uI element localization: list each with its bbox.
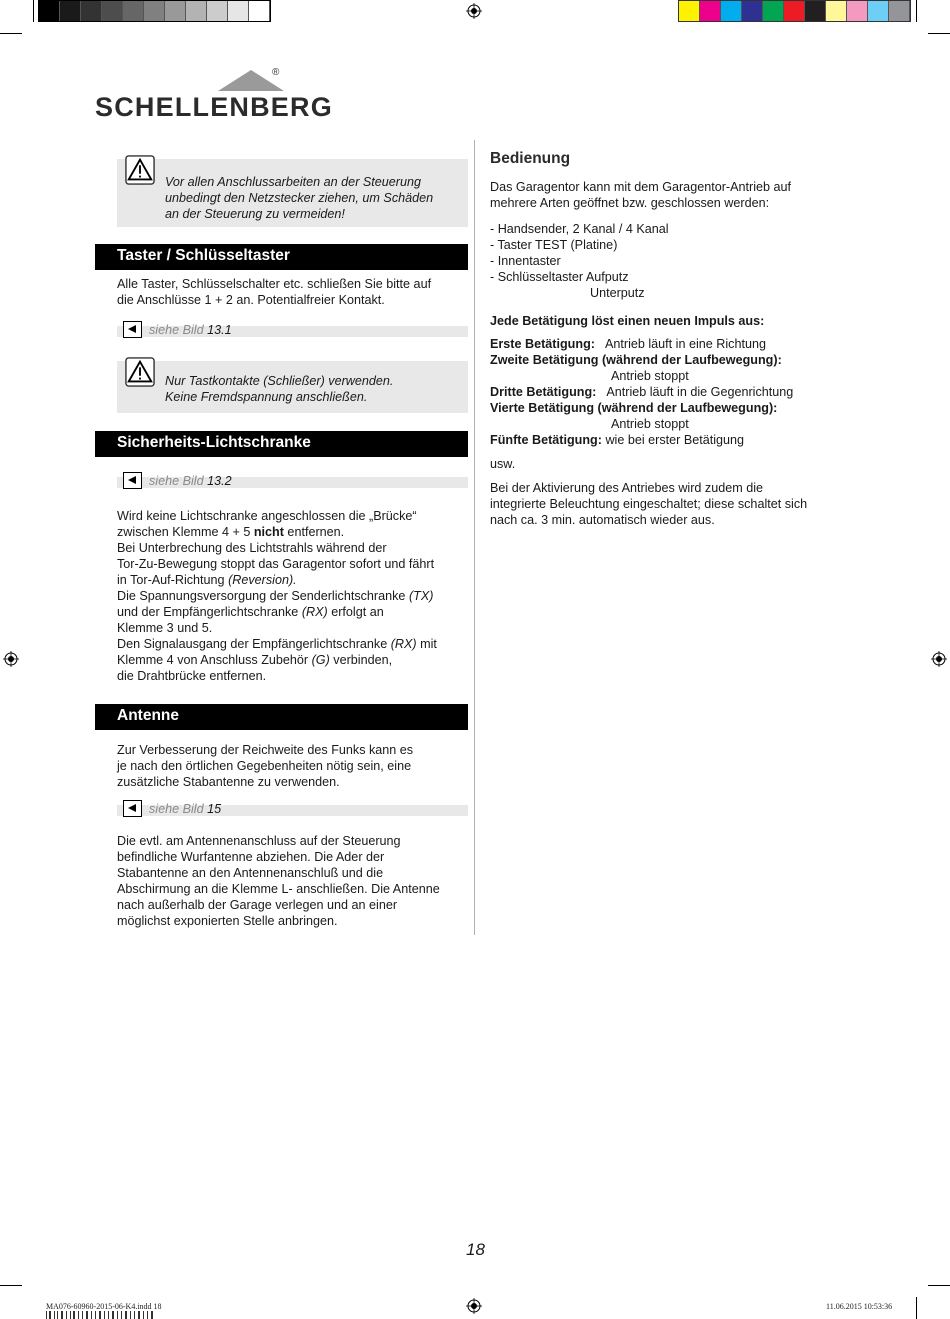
- body-line: und der Empfängerlichtschranke (RX) erfolgt an: [117, 605, 384, 619]
- body-line: Tor-Zu-Bewegung stoppt das Garagentor sofort und fährt: [117, 557, 435, 571]
- step-line: Vierte Betätigung (während der Laufbewegung):: [490, 401, 778, 415]
- crop-mark: [928, 1285, 950, 1286]
- color-patch: [721, 1, 742, 21]
- step-line: Zweite Betätigung (während der Laufbewegung):: [490, 353, 782, 367]
- body-line: Bei Unterbrechung des Lichtstrahls während der: [117, 541, 387, 555]
- registration-target-icon: [931, 651, 947, 667]
- list-item: Unterputz: [590, 286, 645, 300]
- registration-target-icon: [3, 651, 19, 667]
- column-divider: [474, 140, 475, 935]
- ref-number: 15: [207, 802, 222, 816]
- body-line: möglichst exponierten Stelle anbringen.: [117, 914, 338, 928]
- impulse-note: Jede Betätigung löst einen neuen Impuls aus:: [490, 314, 765, 328]
- color-patch: [805, 1, 826, 21]
- list-item: - Schlüsseltaster Aufputz: [490, 270, 629, 284]
- ref-number: 13.2: [207, 474, 232, 488]
- crop-mark: [33, 0, 34, 22]
- body-line: Wird keine Lichtschranke angeschlossen die „Brücke“: [117, 509, 417, 523]
- body-line: integrierte Beleuchtung eingeschaltet; diese schaltet sich: [490, 497, 808, 511]
- section-heading-lichtschranke: Sicherheits-Lichtschranke: [95, 431, 468, 457]
- registration-target-icon: [466, 3, 482, 19]
- section-heading-bedienung: Bedienung: [490, 150, 571, 167]
- section-heading-antenne: Antenne: [95, 704, 468, 730]
- body-line: Die evtl. am Antennenanschluss auf der Steuerung: [117, 834, 401, 848]
- arrow-left-icon: [123, 472, 142, 489]
- step-line: Antrieb stoppt: [611, 369, 689, 383]
- gray-patch: [186, 1, 207, 21]
- gray-patch: [228, 1, 249, 21]
- warning-line: unbedingt den Netzstecker ziehen, um Schäden: [165, 191, 434, 205]
- footer-datetime: 11.06.2015 10:53:36: [826, 1302, 893, 1311]
- gray-patch: [144, 1, 165, 21]
- body-line: nach ca. 3 min. automatisch wieder aus.: [490, 513, 715, 527]
- warning-line: an der Steuerung zu vermeiden!: [165, 207, 345, 221]
- list-item: - Handsender, 2 Kanal / 4 Kanal: [490, 222, 669, 236]
- body-line: nach außerhalb der Garage verlegen und an einer: [117, 898, 398, 912]
- ref-prefix: siehe Bild: [149, 474, 204, 488]
- registered-mark: ®: [272, 67, 280, 78]
- color-patch: [868, 1, 889, 21]
- page-number: 18: [466, 1240, 485, 1259]
- color-patch: [763, 1, 784, 21]
- body-line: Abschirmung an die Klemme L- anschließen. Die Antenne: [117, 882, 440, 896]
- step-line: Erste Betätigung: Antrieb läuft in eine Richtung: [490, 337, 766, 351]
- color-patch: [679, 1, 700, 21]
- brand-logo-text: SCHELLENBERG: [95, 92, 333, 122]
- gray-patch: [81, 1, 102, 21]
- warning-line: Nur Tastkontakte (Schließer) verwenden.: [165, 374, 394, 388]
- color-patch: [700, 1, 721, 21]
- barcode-icon: [46, 1311, 154, 1319]
- crop-mark: [0, 33, 22, 34]
- warning-box: [117, 159, 468, 227]
- body-line: die Drahtbrücke entfernen.: [117, 669, 267, 683]
- crop-mark: [916, 0, 917, 22]
- section-heading-taster: Taster / Schlüsseltaster: [95, 244, 468, 270]
- ref-prefix: siehe Bild: [149, 323, 204, 337]
- warning-line: Keine Fremdspannung anschließen.: [165, 390, 368, 404]
- arrow-left-icon: [123, 321, 142, 338]
- ref-prefix: siehe Bild: [149, 802, 204, 816]
- color-patch: [889, 1, 910, 21]
- body-line: die Anschlüsse 1 + 2 an. Potentialfreier Kontakt.: [117, 293, 385, 307]
- warning-line: Vor allen Anschlussarbeiten an der Steuerung: [165, 175, 422, 189]
- body-line: zusätzliche Stabantenne zu verwenden.: [117, 775, 340, 789]
- body-line: Den Signalausgang der Empfängerlichtschranke (RX) mit: [117, 637, 437, 651]
- gray-patch: [39, 1, 60, 21]
- body-line: Zur Verbesserung der Reichweite des Funks kann es: [117, 743, 414, 757]
- list-item: - Innentaster: [490, 254, 561, 268]
- body-line: Die Spannungsversorgung der Senderlichtschranke (TX): [117, 589, 434, 603]
- step-line: Antrieb stoppt: [611, 417, 689, 431]
- gray-patch: [249, 1, 270, 21]
- gray-patch: [102, 1, 123, 21]
- registration-target-icon: [466, 1298, 482, 1314]
- body-line: Stabantenne an den Antennenanschluß und die: [117, 866, 384, 880]
- crop-mark: [0, 1285, 22, 1286]
- ref-number: 13.1: [207, 323, 232, 337]
- body-line: usw.: [490, 457, 516, 471]
- color-patch: [742, 1, 763, 21]
- body-line: Klemme 4 von Anschluss Zubehör (G) verbinden,: [117, 653, 393, 667]
- body-line: zwischen Klemme 4 + 5 nicht entfernen.: [117, 525, 345, 539]
- color-calibration-strip: [678, 0, 911, 22]
- figure-reference: [117, 802, 468, 816]
- body-line: in Tor-Auf-Richtung (Reversion).: [117, 573, 297, 587]
- body-line: mehrere Arten geöffnet bzw. geschlossen werden:: [490, 196, 770, 210]
- body-line: Das Garagentor kann mit dem Garagentor-Antrieb auf: [490, 180, 792, 194]
- color-patch: [826, 1, 847, 21]
- step-line: Fünfte Betätigung: wie bei erster Betätigung: [490, 433, 745, 447]
- warning-triangle-icon: [124, 155, 156, 185]
- gray-calibration-strip: [38, 0, 271, 22]
- body-line: Klemme 3 und 5.: [117, 621, 213, 635]
- arrow-left-icon: [123, 800, 142, 817]
- body-line: je nach den örtlichen Gegebenheiten nötig sein, eine: [117, 759, 412, 773]
- color-patch: [847, 1, 868, 21]
- step-line: Dritte Betätigung: Antrieb läuft in die Gegenrichtung: [490, 385, 794, 399]
- body-line: befindliche Wurfantenne abziehen. Die Ader der: [117, 850, 385, 864]
- crop-mark: [928, 33, 950, 34]
- gray-patch: [60, 1, 81, 21]
- figure-reference: [117, 474, 468, 488]
- warning-box: [117, 361, 468, 413]
- figure-reference: [117, 323, 468, 337]
- footer-filename: MA076-60960-2015-06-K4.indd 18: [46, 1302, 162, 1311]
- list-item: - Taster TEST (Platine): [490, 238, 618, 252]
- warning-triangle-icon: [124, 357, 156, 387]
- body-line: Bei der Aktivierung des Antriebes wird zudem die: [490, 481, 764, 495]
- crop-mark: [916, 1297, 917, 1319]
- body-line: Alle Taster, Schlüsselschalter etc. schließen Sie bitte auf: [117, 277, 432, 291]
- gray-patch: [165, 1, 186, 21]
- gray-patch: [207, 1, 228, 21]
- color-patch: [784, 1, 805, 21]
- gray-patch: [123, 1, 144, 21]
